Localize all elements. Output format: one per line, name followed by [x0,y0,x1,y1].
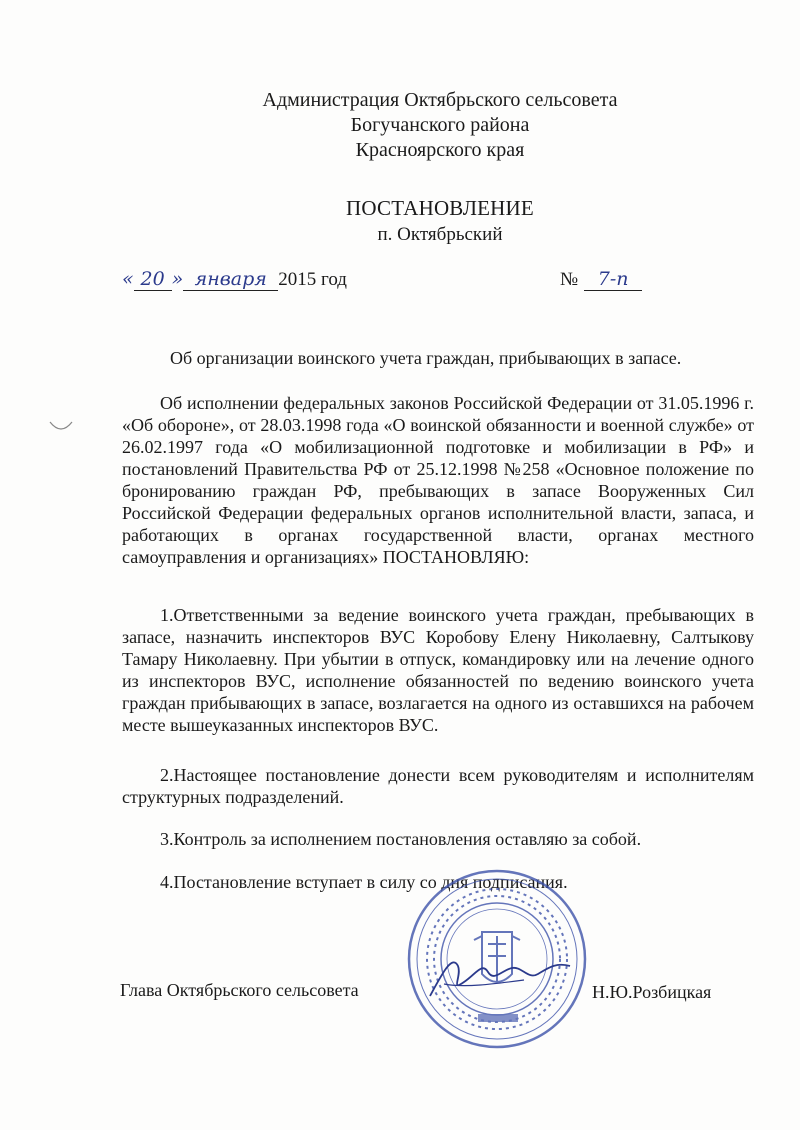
date-open-quote: « [122,268,134,290]
header-line-1: Администрация Октябрьского сельсовета [262,89,618,111]
header-line-3: Красноярского края [355,139,525,161]
date-month: января [183,268,278,291]
date-day: 20 [134,268,172,291]
document-place: п. Октябрьский [377,224,503,245]
signatory-position: Глава Октябрьского сельсовета [120,980,359,1000]
document-number [560,268,642,291]
signatory-name: Н.Ю.Розбицкая [592,982,712,1002]
date-close-quote: » [171,268,184,290]
document-title: ПОСТАНОВЛЕНИЕ [346,196,534,220]
document-subject: Об организации воинского учета граждан, прибывающих в запасе. [170,348,682,368]
document-date [122,268,347,291]
clause-4: 4.Постановление вступает в силу со дня подписания. [160,872,568,892]
clause-2: 2.Настоящее постановление донести всем руководителям и исполнителям структурных подразделений. [122,765,754,807]
number-label: № [560,269,579,290]
clause-1: 1.Ответственными за ведение воинского учета граждан, пребывающих в запасе, назначить инспекторов ВУС Коробову Елену Николаевну, Салтыкову Тамару Николаевну. При убытии в отпуск, командировку или на лечение одного из инспекторов ВУС, исполнение обязанностей по ведению воинского учета граждан прибывающих в запасе, возлагается на одного из оставшихся на рабочем месте вышеуказанных инспекторов ВУС. [122,605,754,735]
margin-mark-icon [48,418,74,436]
number-value: 7-п [584,268,642,291]
organization-header [0,88,800,163]
clause-3: 3.Контроль за исполнением постановления оставляю за собой. [160,829,642,849]
header-line-2: Богучанского района [350,114,530,136]
handwritten-signature-icon [424,944,574,1004]
date-year: 2015 год [278,269,347,290]
preamble-paragraph: Об исполнении федеральных законов Российской Федерации от 31.05.1996 г. «Об обороне», от 28.03.1998 года «О воинской обязанности и военной службе» от 26.02.1997 года «О мобилизационной подготовке и мобилизации в РФ» и постановлений Правительства РФ от 25.12.1998 №258 «Основное положение по бронированию граждан РФ, пребывающих в запасе Вооруженных Сил Российской Федерации федеральных органов исполнительной власти, запаса, и работающих в органах государственной власти, органах местного самоуправления и организациях» ПОСТАНОВЛЯЮ: [122,393,754,567]
